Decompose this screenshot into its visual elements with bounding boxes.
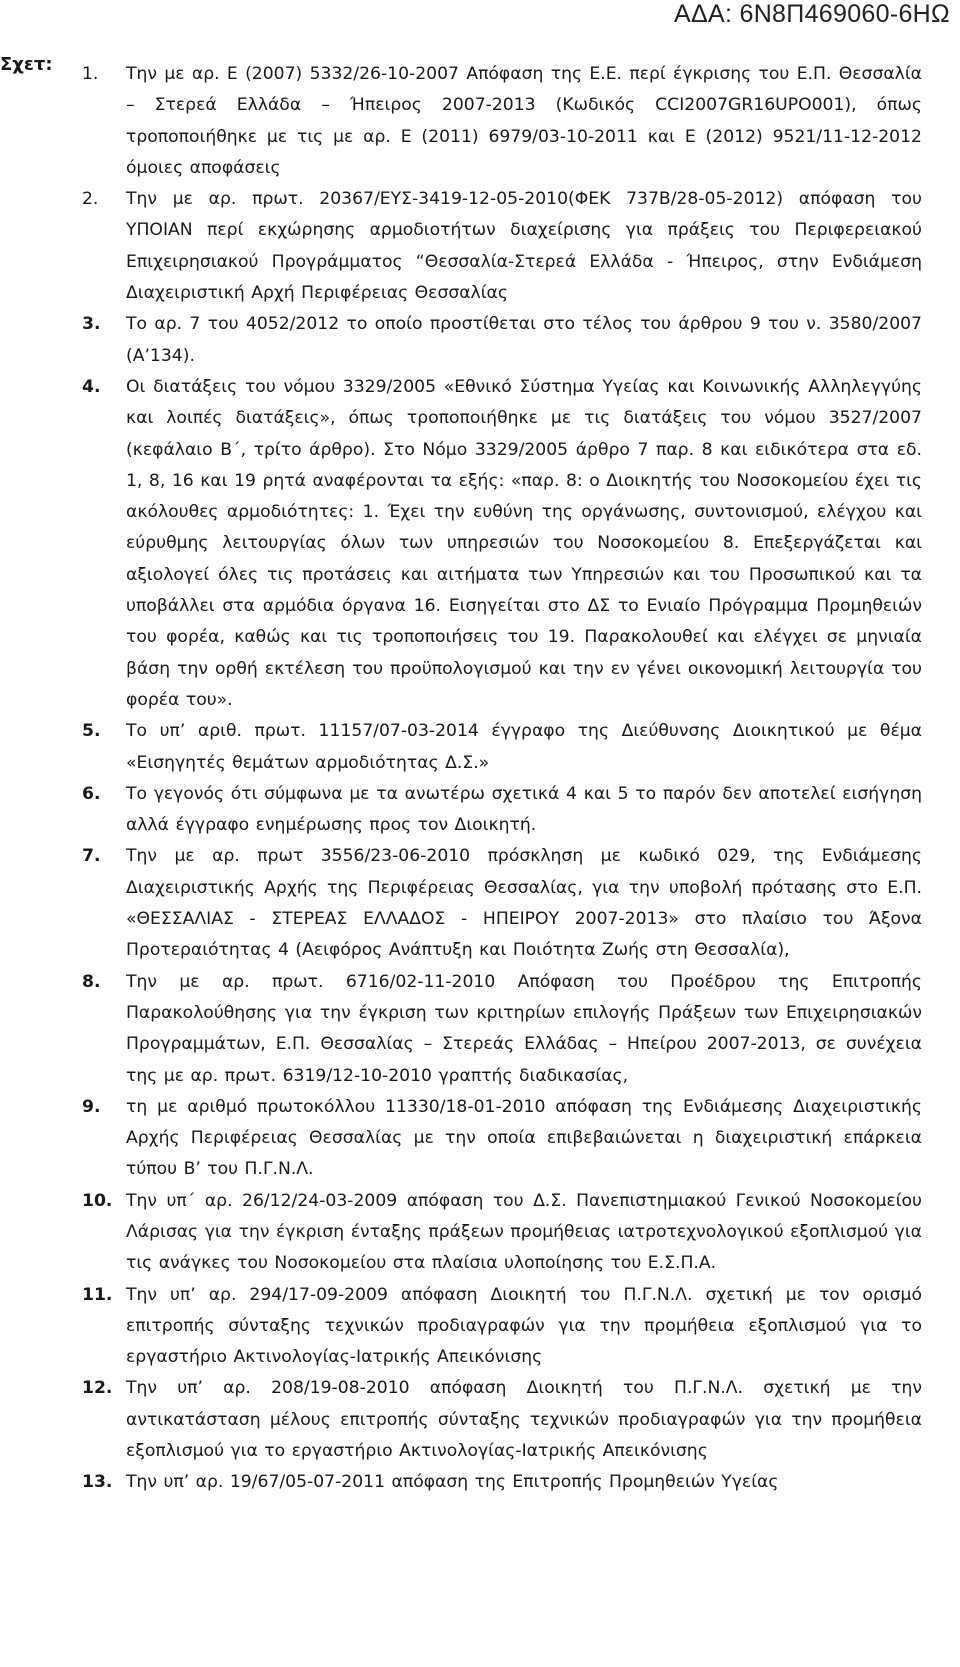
list-item: [82, 184, 922, 309]
item-number: 4.: [82, 376, 101, 397]
list-item: [82, 1186, 922, 1280]
item-number: 13.: [82, 1472, 113, 1493]
item-text: Το γεγονός ότι σύμφωνα με τα ανωτέρω σχετικά 4 και 5 το παρόν δεν αποτελεί εισήγηση αλλά έγγραφο ενημέρωσης προς τον Διοικητή.: [126, 783, 922, 836]
item-text: Την υπ΄ αρ. 26/12/24-03-2009 απόφαση του Δ.Σ. Πανεπιστημιακού Γενικού Νοσοκομείου Λάρισας για την έγκριση ένταξης πράξεων προμήθειας ιατροτεχνολογικού εξοπλισμού για τις ανάγκες του Νοσοκομείου στα πλαίσια υλοποίησης του Ε.Σ.Π.Α.: [126, 1190, 922, 1274]
list-item: [82, 59, 922, 184]
item-number: 11.: [82, 1284, 113, 1305]
list-item: [82, 1467, 922, 1498]
item-number: 5.: [82, 721, 101, 742]
list-item: [82, 372, 922, 716]
list-item: [82, 841, 922, 966]
item-number: 2.: [82, 189, 99, 210]
item-text: Την υπ’ αρ. 294/17-09-2009 απόφαση Διοικητή του Π.Γ.Ν.Λ. σχετική με τον ορισμό επιτροπής σύνταξης τεχνικών προδιαγραφών για την προμήθεια εξοπλισμού για το εργαστήριο Ακτινολογίας-Ιατρικής Απεικόνισης: [126, 1284, 922, 1368]
item-text: Την με αρ. πρωτ 3556/23-06-2010 πρόσκληση με κωδικό 029, της Ενδιάμεσης Διαχειριστικής Αρχής της Περιφέρειας Θεσσαλίας, για την υποβολή πρότασης στο Ε.Π. «ΘΕΣΣΑΛΙΑΣ - ΣΤΕΡΕΑΣ ΕΛΛΑΔΟΣ - ΗΠΕΙΡΟΥ 2007-2013» στο πλαίσιο του Άξονα Προτεραιότητας 4 (Αειφόρος Ανάπτυξη και Ποιότητα Ζωής στη Θεσσαλία),: [126, 846, 922, 961]
item-number: 3.: [82, 314, 101, 335]
item-text: Την με αρ. Ε (2007) 5332/26-10-2007 Απόφαση της Ε.Ε. περί έγκρισης του Ε.Π. Θεσσαλία – Στερεά Ελλάδα – Ήπειρος 2007-2013 (Κωδικός CCI2007GR16UPO001), όπως τροποποιήθηκε με τις με αρ. Ε (2011) 6979/03-10-2011 και Ε (2012) 9521/11-12-2012 όμοιες αποφάσεις: [126, 64, 922, 178]
ada-code: ΑΔΑ: 6Ν8Π469060-6ΗΩ: [674, 0, 950, 28]
list-item: [82, 779, 922, 842]
item-text: Την υπ’ αρ. 208/19-08-2010 απόφαση Διοικητή του Π.Γ.Ν.Λ. σχετική με την αντικατάσταση μέλους επιτροπής σύνταξης τεχνικών προδιαγραφών για την προμήθεια εξοπλισμού για το εργαστήριο Ακτινολογίας-Ιατρικής Απεικόνισης: [126, 1378, 922, 1462]
item-text: Το αρ. 7 του 4052/2012 το οποίο προστίθεται στο τέλος του άρθρου 9 του ν. 3580/2007 (Α’134).: [126, 314, 922, 366]
item-text: Την υπ’ αρ. 19/67/05-07-2011 απόφαση της Επιτροπής Προμηθειών Υγείας: [126, 1472, 779, 1493]
item-number: 12.: [82, 1378, 113, 1399]
list-item: [82, 309, 922, 372]
item-number: 1.: [82, 64, 99, 84]
item-text: Οι διατάξεις του νόμου 3329/2005 «Εθνικό Σύστημα Υγείας και Κοινωνικής Αλληλεγγύης και λοιπές διατάξεις», όπως τροποποιήθηκε με τις διατάξεις του νόμου 3527/2007 (κεφάλαιο Β΄, τρίτο άρθρο). Στο Νόμο 3329/2005 άρθρο 7 παρ. 8 και ειδικότερα στα εδ. 1, 8, 16 και 19 ρητά αναφέρονται τα εξής: «παρ. 8: ο Διοικητής του Νοσοκομείου έχει τις ακόλουθες αρμοδιότητες: 1. Έχει την ευθύνη της οργάνωσης, συντονισμού, ελέγχου και εύρυθμης λειτουργίας όλων των υπηρεσιών του Νοσοκομείου 8. Επεξεργάζεται και αξιολογεί όλες τις προτάσεις και αιτήματα των Υπηρεσιών και του Προσωπικού και τα υποβάλλει στα αρμόδια όργανα 16. Εισηγείται στο ΔΣ το Ενιαίο Πρόγραμμα Προμηθειών του φορέα, καθώς και τις τροποποιήσεις του 19. Παρακολουθεί και ελέγχει σε μηνιαία βάση την ορθή εκτέλεση του προϋπολογισμού και την εν γένει οικονομική λειτουργία του φορέα του».: [126, 376, 922, 710]
list-item: [82, 1280, 922, 1374]
section-label: Σχετ:: [0, 54, 53, 75]
references-list: [82, 59, 922, 1499]
item-text: Την με αρ. πρωτ. 6716/02-11-2010 Απόφαση του Προέδρου της Επιτροπής Παρακολούθησης για την έγκριση των κριτηρίων επιλογής Πράξεων των Επιχειρησιακών Προγραμμάτων, Ε.Π. Θεσσαλίας – Στερεάς Ελλάδας – Ηπείρου 2007-2013, σε συνέχεια της με αρ. πρωτ. 6319/12-10-2010 γραπτής διαδικασίας,: [126, 971, 922, 1086]
item-text: τη με αριθμό πρωτοκόλλου 11330/18-01-2010 απόφαση της Ενδιάμεσης Διαχειριστικής Αρχής Περιφέρειας Θεσσαλίας με την οποία επιβεβαιώνεται η διαχειριστική επάρκεια τύπου Β’ του Π.Γ.Ν.Λ.: [126, 1096, 922, 1180]
item-text: Την με αρ. πρωτ. 20367/ΕΥΣ-3419-12-05-2010(ΦΕΚ 737Β/28-05-2012) απόφαση του ΥΠΟΙΑΝ περί εκχώρησης αρμοδιοτήτων διαχείρισης για πράξεις του Περιφερειακού Επιχειρησιακού Προγράμματος “Θεσσαλία-Στερεά Ελλάδα - Ήπειρος, στην Ενδιάμεση Διαχειριστική Αρχή Περιφέρειας Θεσσαλίας: [126, 189, 922, 304]
list-item: [82, 1373, 922, 1467]
item-number: 6.: [82, 783, 101, 804]
item-number: 8.: [82, 971, 101, 992]
item-number: 7.: [82, 846, 101, 867]
list-item: [82, 1092, 922, 1186]
list-item: [82, 716, 922, 779]
list-item: [82, 967, 922, 1092]
item-text: Το υπ’ αριθ. πρωτ. 11157/07-03-2014 έγγραφο της Διεύθυνσης Διοικητικού με θέμα «Εισηγητές θεμάτων αρμοδιότητας Δ.Σ.»: [126, 721, 922, 773]
item-number: 10.: [82, 1190, 113, 1211]
item-number: 9.: [82, 1096, 101, 1117]
